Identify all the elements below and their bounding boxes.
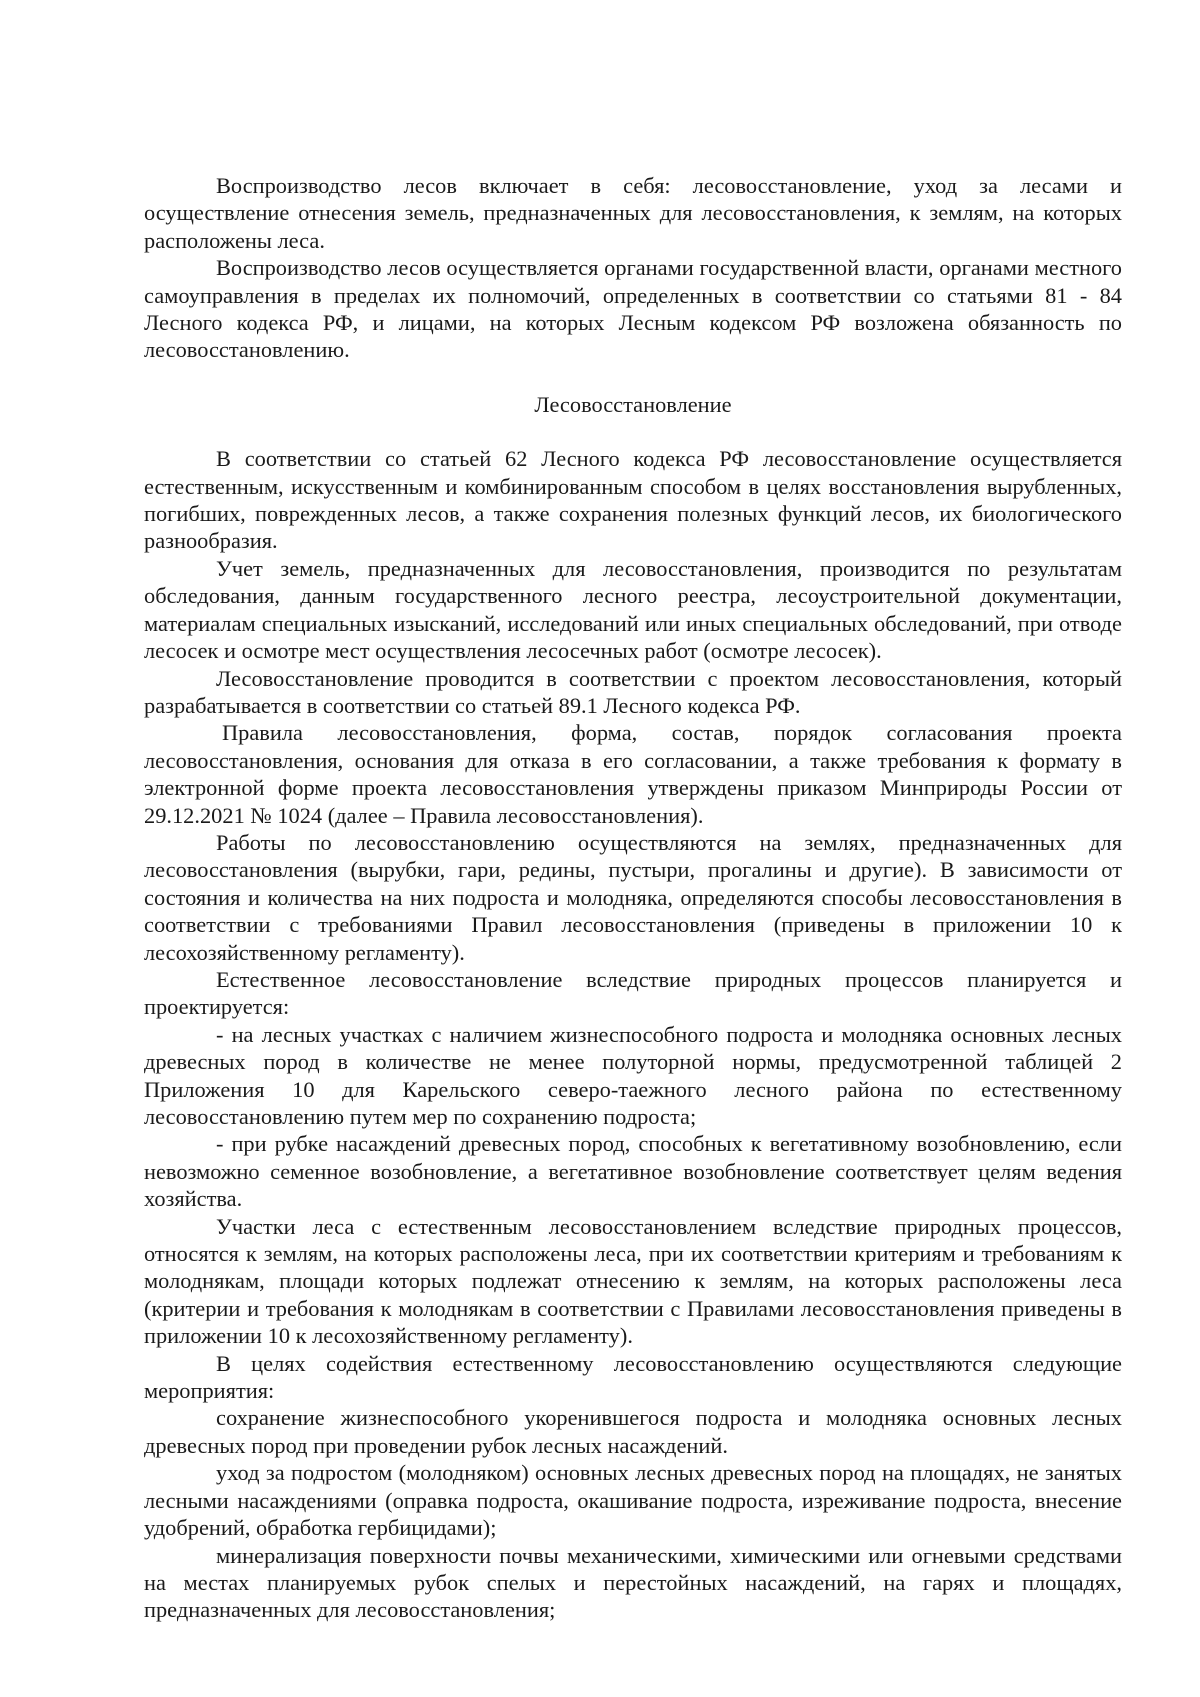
paragraph-works: Работы по лесовосстановлению осуществляются на землях, предназначенных для лесовосстановления (вырубки, гари, редины, пустыри, прогалины и другие). В зависимости от состояния и количества на них подроста и молодняка, определяются способы лесовосстановления в соответствии с требованиями Правил лесовосстановления (приведены в приложении 10 к лесохозяйственному регламенту).	[144, 829, 1122, 965]
intro-paragraph-1: Воспроизводство лесов включает в себя: лесовосстановление, уход за лесами и осуществление отнесения земель, предназначенных для лесовосстановления, к землям, на которых расположены леса.	[144, 173, 1122, 253]
paragraph-rules: Правила лесовосстановления, форма, состав, порядок согласования проекта лесовосстановления, основания для отказа в его согласовании, а также требования к формату в электронной форме проекта лесовосстановления утверждены приказом Минприроды России от 29.12.2021 № 1024 (далее – Правила лесовосстановления).	[144, 720, 1122, 828]
measure-mineralization: минерализация поверхности почвы механическими, химическими или огневыми средствами на местах планируемых рубок спелых и перестойных насаждений, на гарях и площадях, предназначенных для лесовосстановления;	[144, 1542, 1122, 1623]
measure-preservation: сохранение жизнеспособного укоренившегося подроста и молодняка основных лесных древесных пород при проведении рубок лесных насаждений.	[144, 1405, 1122, 1458]
list-item-vegetative: - при рубке насаждений древесных пород, способных к вегетативному возобновлению, если невозможно семенное возобновление, а вегетативное возобновление соответствует целям ведения хозяйства.	[144, 1131, 1122, 1212]
intro-paragraph-2: Воспроизводство лесов осуществляется органами государственной власти, органами местного самоуправления в пределах их полномочий, определенных в соответствии со статьями 81 - 84 Лесного кодекса РФ, и лицами, на которых Лесным кодексом РФ возложена обязанность по лесовосстановлению.	[144, 255, 1122, 363]
paragraph-land-accounting: Учет земель, предназначенных для лесовосстановления, производится по результатам обследования, данным государственного лесного реестра, лесоустроительной документации, материалам специальных изысканий, исследований или иных специальных обследований, при отводе лесосек и осмотре мест осуществления лесосечных работ (осмотре лесосек).	[144, 555, 1122, 664]
measure-care: уход за подростом (молодняком) основных лесных древесных пород на площадях, не занятых лесными насаждениями (оправка подроста, окашивание подроста, изреживание подроста, внесение удобрений, обработка гербицидами);	[144, 1460, 1122, 1541]
document-body	[144, 172, 1122, 1624]
paragraph-measures: В целях содействия естественному лесовосстановлению осуществляются следующие мероприятия:	[144, 1350, 1122, 1404]
section-title: Лесовосстановление	[534, 391, 732, 417]
list-item-undergrowth: - на лесных участках с наличием жизнеспособного подроста и молодняка основных лесных древесных пород в количестве не менее полуторной нормы, предусмотренной таблицей 2 Приложения 10 для Карельского северо-таежного лесного района по естественному лесовосстановлению путем мер по сохранению подроста;	[144, 1021, 1122, 1129]
paragraph-forest-plots: Участки леса с естественным лесовосстановлением вследствие природных процессов, относятся к землям, на которых расположены леса, при их соответствии критериям и требованиям к молоднякам, площади которых подлежат отнесению к землям, на которых расположены леса (критерии и требования к молоднякам в соответствии с Правилами лесовосстановления приведены в приложении 10 к лесохозяйственному регламенту).	[144, 1213, 1122, 1349]
paragraph-project: Лесовосстановление проводится в соответствии с проектом лесовосстановления, который разрабатывается в соответствии со статьей 89.1 Лесного кодекса РФ.	[144, 665, 1122, 718]
paragraph-article-62: В соответствии со статьей 62 Лесного кодекса РФ лесовосстановление осуществляется естественным, искусственным и комбинированным способом в целях восстановления вырубленных, погибших, поврежденных лесов, а также сохранения полезных функций лесов, их биологического разнообразия.	[144, 446, 1122, 554]
paragraph-natural-regeneration: Естественное лесовосстановление вследствие природных процессов планируется и проектируется:	[144, 966, 1122, 1020]
